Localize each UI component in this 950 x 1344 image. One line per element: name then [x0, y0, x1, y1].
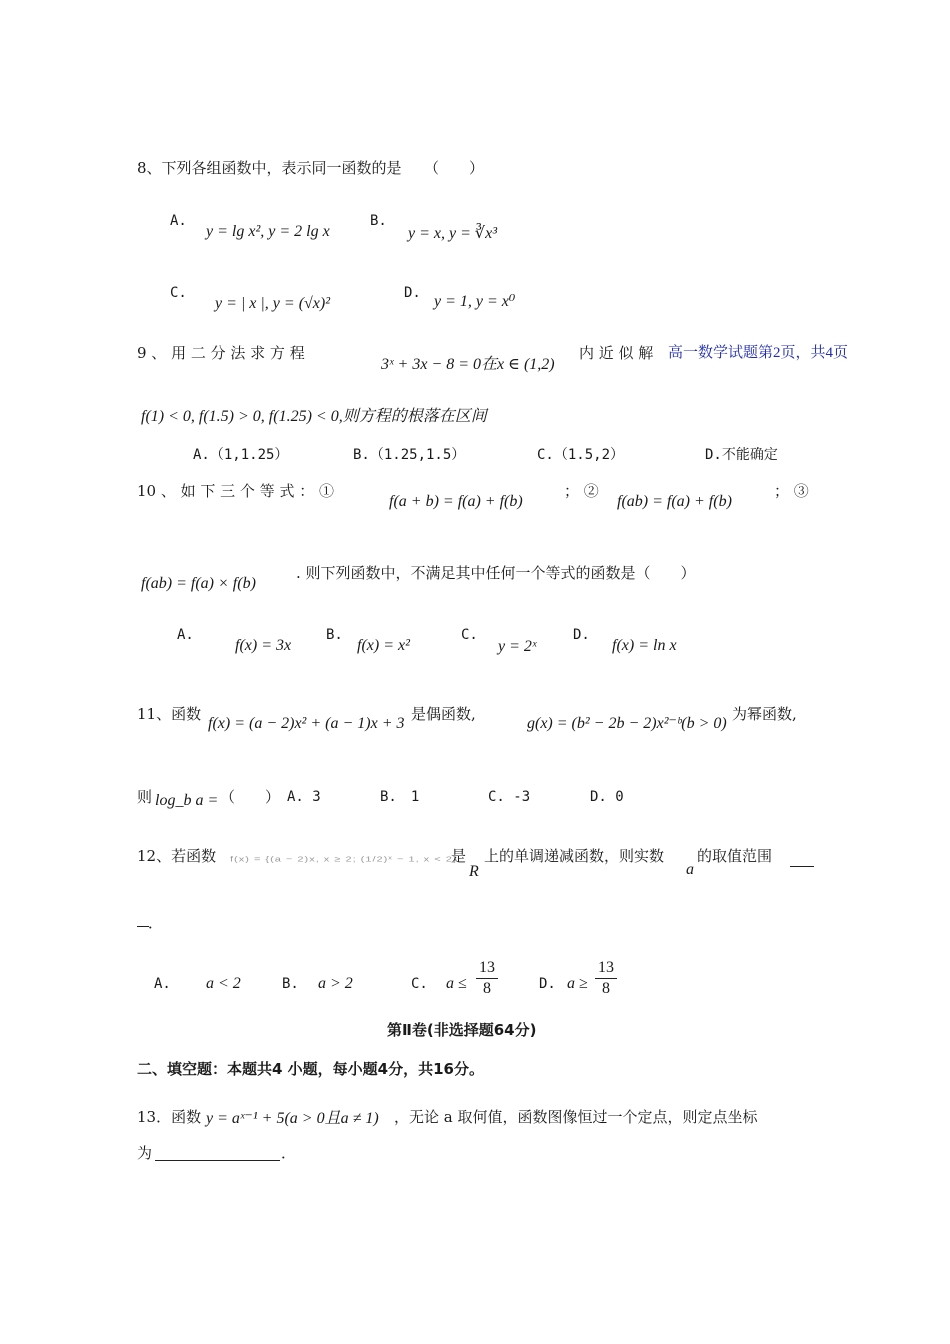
q12-text2: 上的单调递减函数，则实数 [484, 847, 665, 865]
q12-text3: 的取值范围 [697, 847, 773, 865]
q11-mid: 是偶函数, [411, 705, 476, 723]
q8-option-c-expr: y = | x |, y = (√x)² [215, 295, 331, 312]
q11-log-expr: log_b a = [155, 792, 219, 809]
q9-option-c: C.（1.5,2） [537, 447, 625, 463]
q12-option-d-fraction [595, 960, 617, 997]
q11-stem-start: 11、函数 [137, 705, 202, 723]
q10-eq1: f(a + b) = f(a) + f(b) [389, 493, 523, 510]
q12-option-b-label: B. [282, 976, 299, 992]
q8-option-c-label: C. [170, 285, 187, 301]
q10-option-d-expr: f(x) = ln x [612, 637, 677, 654]
q13-line2-end: ． [281, 1144, 297, 1162]
q10-sep3: ； ③ [774, 482, 809, 500]
q12-option-d-expr: a ≥ [567, 975, 588, 992]
q11-option-d: D. 0 [590, 789, 624, 805]
q12-option-c-denominator: 8 [483, 980, 491, 997]
q8-stem: 8、下列各组函数中，表示同一函数的是 （ ） [137, 159, 485, 177]
q12-answer-blank-1[interactable] [790, 858, 814, 867]
q12-option-d-label: D. [539, 976, 556, 992]
q8-option-b-label: B. [370, 213, 387, 229]
q12-option-a-expr: a < 2 [206, 975, 241, 992]
q10-option-d-label: D. [573, 627, 590, 643]
q11-option-c: C. -3 [488, 789, 531, 805]
section2-title: 第Ⅱ卷(非选择题64分) [387, 1021, 537, 1039]
q8-option-d-expr: y = 1, y = x⁰ [434, 293, 516, 310]
q13-rest: ，无论 a 取何值，函数图像恒过一个定点，则定点坐标 [394, 1108, 758, 1126]
q10-option-b-expr: f(x) = x² [357, 637, 410, 654]
q8-option-b-expr: y = x, y = ∛x³ [408, 225, 497, 242]
q12-option-c-expr: a ≤ [446, 975, 467, 992]
q12-option-d-numerator: 13 [595, 960, 617, 979]
q10-line2-text: . 则下列函数中，不满足其中任何一个等式的函数是（ ） [296, 564, 696, 582]
q11-end: 为幂函数, [732, 705, 797, 723]
q9-stem-start: 9 、 用 二 分 法 求 方 程 [137, 344, 305, 362]
q9-option-d: D.不能确定 [705, 447, 778, 463]
q12-option-c-numerator: 13 [476, 960, 498, 979]
q10-stem-start: 10 、 如 下 三 个 等 式 ： ① [137, 482, 335, 500]
q11-g-expr: g(x) = (b² − 2b − 2)x²⁻ᵇ(b > 0) [527, 715, 727, 732]
q9-line2: f(1) < 0, f(1.5) > 0, f(1.25) < 0,则方程的根落在区间 [141, 408, 487, 425]
q12-option-c-label: C. [411, 976, 428, 992]
section2-heading: 二、填空题：本题共4 小题，每小题4分，共16分。 [137, 1060, 484, 1078]
q12-option-b-expr: a > 2 [318, 975, 353, 992]
q9-option-b: B.（1.25,1.5） [353, 447, 466, 463]
q9-stem-mid: 内 近 似 解 [579, 344, 654, 362]
q12-piecewise-function: f(x) = {(a − 2)x, x ≥ 2; (1/2)ˣ − 1, x < 2} [230, 855, 458, 864]
q12-R: R [469, 863, 479, 880]
q12-blank-end: ． [148, 914, 164, 932]
q10-eq2: f(ab) = f(a) + f(b) [617, 493, 732, 510]
q13-line2-start: 为 [137, 1144, 153, 1162]
q11-option-b: B. 1 [380, 789, 420, 805]
q12-a: a [686, 861, 694, 878]
q9-option-a: A.（1,1.25） [193, 447, 289, 463]
q12-option-c-fraction [476, 960, 498, 997]
q12-option-d-denominator: 8 [602, 980, 610, 997]
q12-mid: 是 [451, 847, 467, 865]
page-header-overlay: 高一数学试题第2页，共4页 [668, 345, 849, 361]
q11-f-expr: f(x) = (a − 2)x² + (a − 1)x + 3 [208, 715, 405, 732]
q10-option-a-label: A. [177, 627, 194, 643]
q10-option-b-label: B. [326, 627, 343, 643]
q9-equation: 3ˣ + 3x − 8 = 0在x ∈ (1,2) [381, 356, 555, 373]
q10-sep2: ； ② [564, 482, 599, 500]
q8-option-a-expr: y = lg x², y = 2 lg x [206, 223, 330, 240]
q10-option-a-expr: f(x) = 3x [235, 637, 292, 654]
q8-option-d-label: D. [404, 285, 421, 301]
q11-line2-start: 则 [137, 788, 153, 806]
q13-start: 13．函数 [137, 1108, 202, 1126]
q8-option-a-label: A. [170, 213, 187, 229]
q13-expr: y = aˣ⁻¹ + 5(a > 0且a ≠ 1) [206, 1110, 379, 1127]
q12-stem-start: 12、若函数 [137, 847, 217, 865]
q10-option-c-expr: y = 2ˣ [498, 638, 537, 655]
q10-option-c-label: C. [461, 627, 478, 643]
q13-answer-blank[interactable] [155, 1148, 280, 1161]
q11-option-a: A. 3 [287, 789, 321, 805]
q10-eq3: f(ab) = f(a) × f(b) [141, 575, 256, 592]
q12-option-a-label: A. [154, 976, 171, 992]
q11-paren: （ ） [220, 788, 281, 806]
